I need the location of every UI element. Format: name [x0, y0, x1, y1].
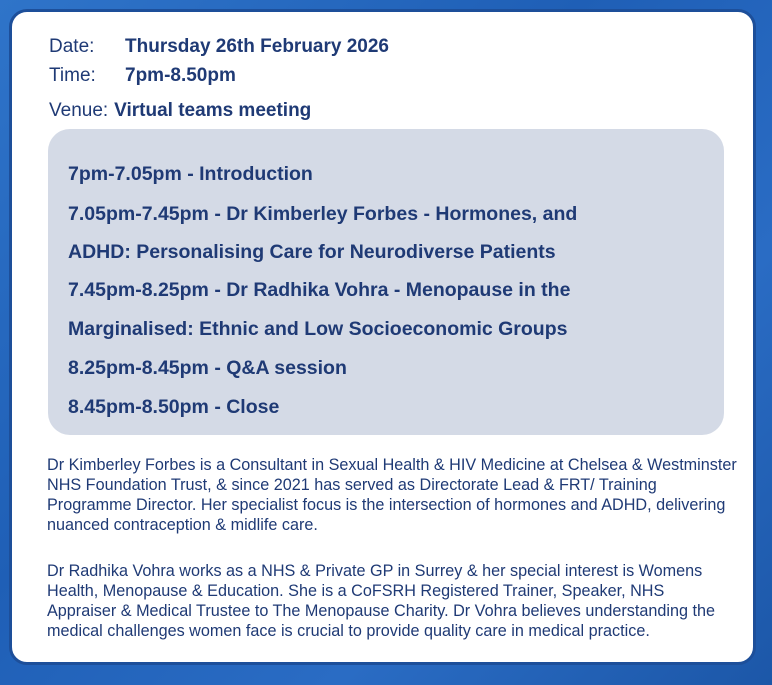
venue-label: Venue: — [49, 100, 109, 121]
date-value: Thursday 26th February 2026 — [125, 36, 389, 57]
agenda-item-vohra-talk-continued: Marginalised: Ethnic and Low Socioeconomic Groups — [68, 318, 568, 340]
agenda-item-introduction: 7pm-7.05pm - Introduction — [68, 163, 313, 185]
event-card — [9, 9, 756, 665]
date-row — [49, 36, 389, 58]
agenda-item-vohra-talk: 7.45pm-8.25pm - Dr Radhika Vohra - Menopause in the — [68, 279, 571, 301]
venue-value: Virtual teams meeting — [114, 100, 312, 121]
time-value: 7pm-8.50pm — [125, 65, 236, 86]
date-label: Date: — [49, 36, 95, 57]
agenda-item-close: 8.45pm-8.50pm - Close — [68, 396, 280, 418]
time-row — [49, 65, 236, 87]
venue-row — [49, 100, 311, 122]
time-label: Time: — [49, 65, 96, 86]
agenda-box — [48, 129, 724, 435]
agenda-item-forbes-talk-continued: ADHD: Personalising Care for Neurodiverse Patients — [68, 241, 556, 263]
bio-vohra: Dr Radhika Vohra works as a NHS & Private GP in Surrey & her special interest is Womens Health, Menopause & Education. She is a CoFSRH Registered Trainer, Speaker, NHS Appraiser & Medical Trustee to The Menopause Charity. Dr Vohra believes understanding the medical challenges women face is crucial to provide quality care in medical practice. — [47, 562, 715, 640]
bio-forbes: Dr Kimberley Forbes is a Consultant in Sexual Health & HIV Medicine at Chelsea & Westminster NHS Foundation Trust, & since 2021 has served as Directorate Lead & FRT/ Training Programme Director. Her specialist focus is the intersection of hormones and ADHD, delivering nuanced contraception & midlife care. — [47, 456, 737, 534]
agenda-item-forbes-talk: 7.05pm-7.45pm - Dr Kimberley Forbes - Hormones, and — [68, 203, 578, 225]
agenda-item-qa-session: 8.25pm-8.45pm - Q&A session — [68, 357, 347, 379]
